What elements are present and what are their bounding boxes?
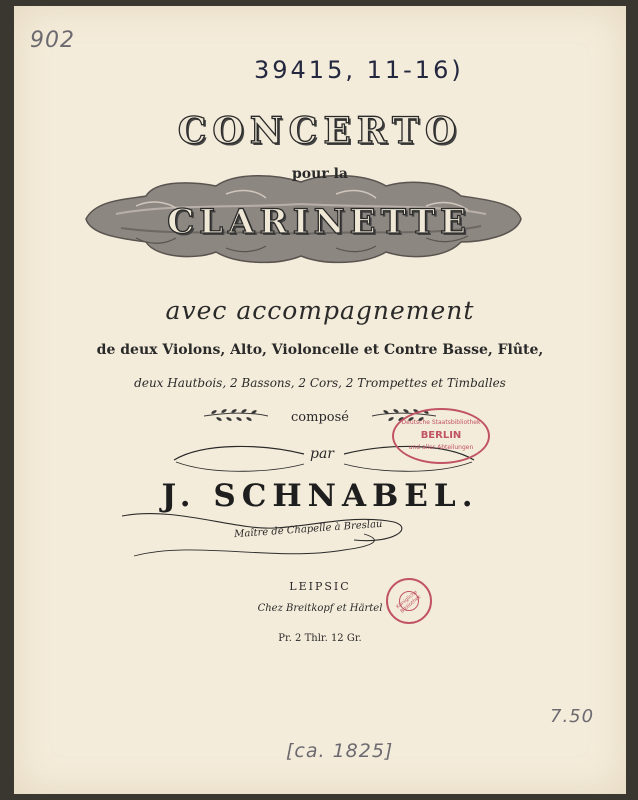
stamp-oval-line-1: Deutsche Staatsbibliothek <box>401 419 481 426</box>
title-instrument: CLARINETTE <box>167 202 471 242</box>
library-stamp-round <box>386 578 432 624</box>
imprint-city: LEIPSIC <box>289 580 351 593</box>
stamp-round-text: Königliche Bibliothek <box>395 589 423 615</box>
accompaniment-heading: avec accompagnement <box>165 296 475 325</box>
instruments-line-1: de deux Violons, Alto, Violoncelle et Contre Basse, Flûte, <box>96 342 544 358</box>
title-page <box>14 6 626 794</box>
imprint-price: Pr. 2 Thlr. 12 Gr. <box>278 633 362 644</box>
corner-number: 902 <box>30 28 75 53</box>
composer-position: Maître de Chapelle à Breslau <box>233 518 383 541</box>
stamp-oval-line-2: BERLIN <box>420 430 462 441</box>
title-concerto: CONCERTO <box>177 110 463 152</box>
shelfmark: 39415, 11-16) <box>254 56 464 84</box>
stamp-oval-line-3: und aller Abteilungen <box>408 444 474 451</box>
instruments-line-2: deux Hautbois, 2 Bassons, 2 Cors, 2 Trompettes et Timballes <box>134 376 506 390</box>
pencil-price: 7.50 <box>550 706 595 727</box>
imprint-publisher: Chez Breitkopf et Härtel <box>257 603 383 614</box>
connector-text: pour la <box>292 166 348 182</box>
composer-name: J. SCHNABEL. <box>161 478 479 514</box>
pencil-date: [ca. 1825] <box>286 740 394 762</box>
library-stamp-oval <box>392 408 490 464</box>
by-label: par <box>309 446 334 462</box>
composed-label: composé <box>291 410 349 425</box>
